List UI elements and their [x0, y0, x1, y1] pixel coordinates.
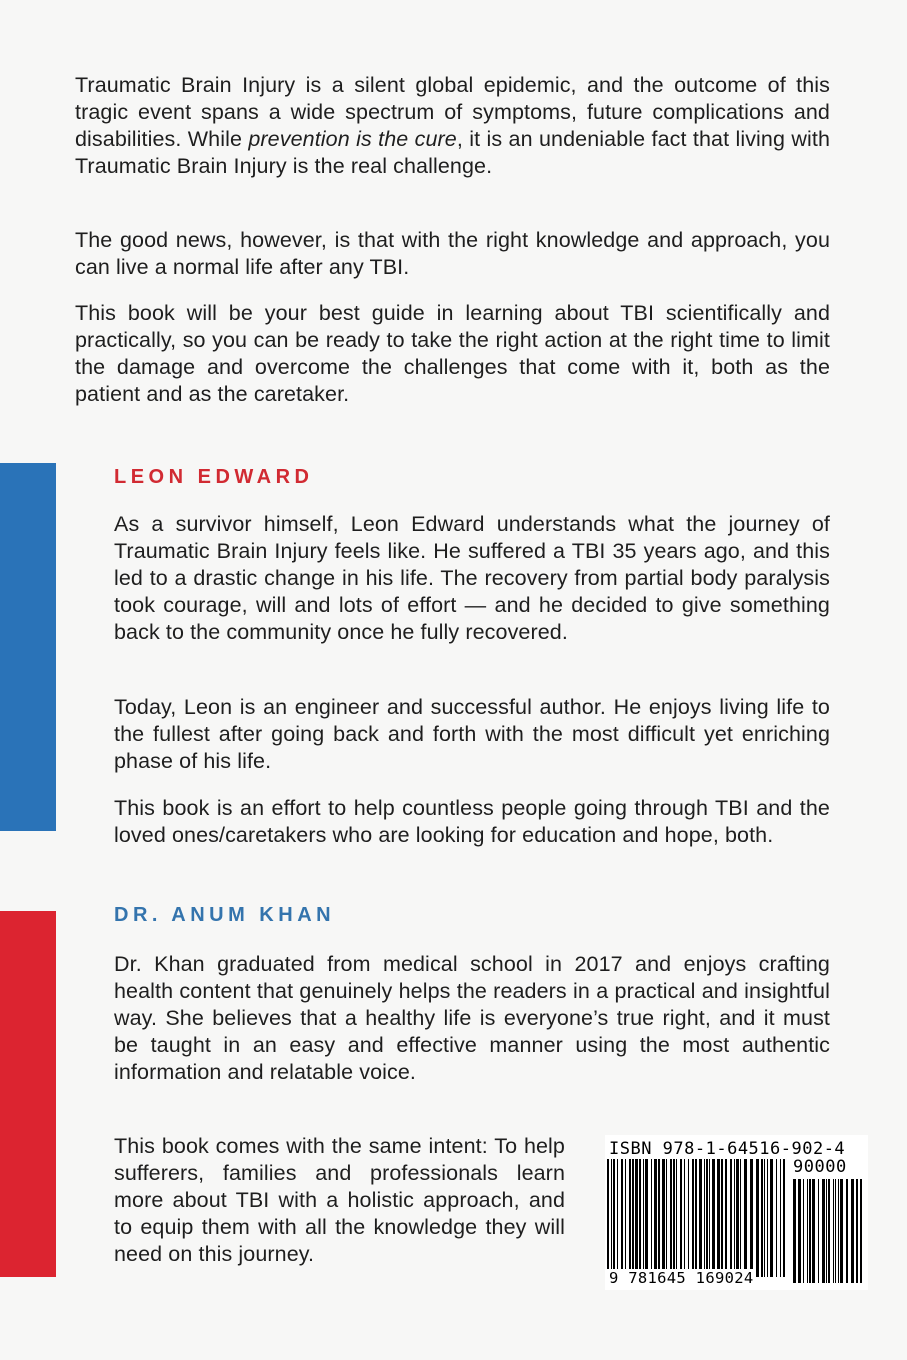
barcode-bar [730, 1159, 732, 1277]
barcode-bar [625, 1159, 626, 1277]
barcode-bar [838, 1179, 839, 1283]
barcode-bar [851, 1179, 854, 1283]
barcode-bar [828, 1179, 830, 1283]
khan-bio-paragraph-2: This book comes with the same intent: To help sufferers, families and professionals learn more about TBI with a holistic approach, and to equip them with all the knowledge they will need on this journey. [114, 1134, 565, 1266]
barcode-bar [670, 1159, 672, 1277]
barcode-bar [818, 1179, 819, 1283]
barcode-bar [740, 1159, 741, 1277]
barcode-bar [826, 1179, 827, 1283]
barcode-bar [717, 1159, 720, 1277]
barcode-bar [704, 1159, 705, 1277]
barcode-bar [629, 1159, 631, 1277]
barcode-bar [734, 1159, 735, 1277]
barcode-bar [688, 1159, 689, 1277]
leon-bio-paragraph-2: Today, Leon is an engineer and successful author. He enjoys living life to the fullest after going back and forth with the most difficult yet enriching phase of his life. [114, 695, 830, 773]
author-name-leon-edward: LEON EDWARD [114, 466, 314, 488]
barcode-bar [756, 1159, 759, 1277]
barcode-bar [706, 1159, 708, 1277]
barcode-bar [607, 1159, 609, 1277]
barcode-bar [750, 1159, 753, 1277]
intro-paragraph-2: The good news, however, is that with the right knowledge and approach, you can live a normal life after any TBI. [75, 228, 830, 279]
barcode-bar [856, 1179, 858, 1283]
barcode-bar [822, 1179, 825, 1283]
barcode-bar [658, 1159, 660, 1277]
barcode-bar [662, 1159, 665, 1277]
leon-bio-paragraph-3: This book is an effort to help countless people going through TBI and the loved ones/caretakers who are looking for education and hope, both. [114, 796, 830, 847]
barcode-bar [611, 1159, 612, 1277]
barcode-bar [654, 1159, 657, 1277]
barcode-digits: 9 781645 169024 [609, 1269, 754, 1287]
barcode-bar [835, 1179, 836, 1283]
barcode-bar [699, 1159, 702, 1277]
barcode-bar [803, 1179, 804, 1283]
barcode-bar [692, 1159, 694, 1277]
barcode-bar [680, 1159, 682, 1277]
intro-paragraph-3: This book will be your best guide in learning about TBI scientifically and practically, so you can be ready to take the right action at the right time to limit the damage and overcome the challenges that come with it, both as the patient and as the caretaker. [75, 301, 830, 406]
barcode-bar [764, 1159, 765, 1277]
author-name-anum-khan: DR. ANUM KHAN [114, 904, 336, 926]
khan-bio-paragraph-1: Dr. Khan graduated from medical school in 2017 and enjoys crafting health content that genuinely helps the readers in a practical and insightful way. She believes that a healthy life is everyone’s true right, and it must be taught in an easy and effective manner using the most authentic information and relatable voice. [114, 952, 830, 1084]
price-addon-number: 90000 [793, 1157, 847, 1177]
isbn-number-text: ISBN 978-1-64516-902-4 [609, 1139, 846, 1159]
barcode-bar [846, 1179, 848, 1283]
barcode-bar [809, 1179, 811, 1283]
barcode-bar [812, 1179, 815, 1283]
barcode-bar [666, 1159, 667, 1277]
barcode-bar [643, 1159, 644, 1277]
barcode-bar [709, 1159, 710, 1277]
barcode-bar [621, 1159, 623, 1277]
barcode-bar [673, 1159, 675, 1277]
ean13-barcode-bars [607, 1159, 785, 1277]
barcode-bar [712, 1159, 715, 1277]
barcode-bar [776, 1159, 777, 1277]
barcode-bar [721, 1159, 723, 1277]
barcode-bar [840, 1179, 843, 1283]
barcode-bar [833, 1179, 834, 1283]
barcode-bar [645, 1159, 648, 1277]
barcode-bar [695, 1159, 697, 1277]
barcode-bar [807, 1179, 808, 1283]
barcode-bar [761, 1159, 763, 1277]
barcode-bar [725, 1159, 727, 1277]
addon-barcode-bars [793, 1179, 863, 1283]
barcode-bar [770, 1159, 773, 1277]
barcode-bar [798, 1179, 801, 1283]
barcode-bar [744, 1159, 747, 1277]
barcode-bar [793, 1179, 796, 1283]
leon-bio-paragraph-1: As a survivor himself, Leon Edward understands what the journey of Traumatic Brain Injury feels like. He suffered a TBI 35 years ago, and this led to a drastic change in his life. The recovery from partial body paralysis took courage, will and lots of effort — and he decided to give something back to the community once he fully recovered. [114, 512, 830, 644]
intro-paragraph-1: Traumatic Brain Injury is a silent global epidemic, and the outcome of this tragic event spans a wide spectrum of symptoms, future complications and disabilities. While prevention is the cure, it is an undeniable fact that living with Traumatic Brain Injury is the real challenge. [75, 73, 830, 178]
barcode-bar [632, 1159, 634, 1277]
barcode-bar [767, 1159, 768, 1277]
barcode-bar [651, 1159, 652, 1277]
red-accent-bar [0, 911, 56, 1277]
barcode-bar [684, 1159, 685, 1277]
isbn-barcode [605, 1135, 868, 1290]
barcode-bar [780, 1159, 781, 1277]
barcode-bar [639, 1159, 641, 1277]
barcode-bar [617, 1159, 618, 1277]
barcode-bar [676, 1159, 677, 1277]
barcode-bar [783, 1159, 785, 1277]
blue-accent-bar [0, 463, 56, 831]
barcode-bar [736, 1159, 739, 1277]
barcode-bar [635, 1159, 638, 1277]
barcode-bar [860, 1179, 862, 1283]
barcode-bar [613, 1159, 615, 1277]
